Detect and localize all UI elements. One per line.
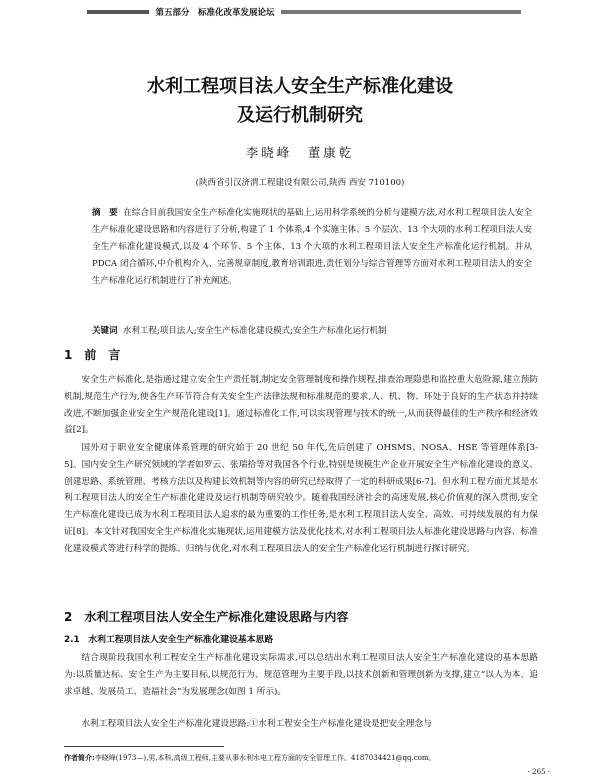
- section2-paragraph-1: 结合现阶段我国水利工程安全生产标准化建设实际需求,可以总结出水利工程项目法人安全生产标准化建设的基本思路为:以质量达标、安全生产为主要目标,以规范行为、规范管理为主要手段,以技术创新和管理创新为支撑,建立“以人为本、追求卓越、发展员工、造福社会”为发展理念(如图 1 所示)。: [64, 653, 538, 697]
- keywords-label: 关键词: [92, 326, 118, 336]
- abstract-text: 在综合目前我国安全生产标准化实施现状的基础上,运用科学系统的分析与建模方法,对水利工程项目法人安全生产标准化建设思路和内容进行了分析,构建了 1 个体系,4 个实施主体、5 个层次、13 个大项的水利工程项目法人安全生产标准化建设模式,以及 4 个环节、5 个主体、13 个大项的水利工程项目法人安全生产标准化运行机制。并从 PDCA 闭合循环,中介机构介入、完善规章制度,教育培训跟进,责任划分与综合管理等方面对水利工程项目法人的安全生产标准化运行机制进行了补充阐述。: [92, 208, 532, 286]
- section1-paragraph-2: 国外对于职业安全健康体系管理的研究始于 20 世纪 50 年代,先后创建了 OHSMS、NOSA、HSE 等管理体系[3-5]。国内安全生产研究领域的学者如罗云、张瑞拾等对我国各个行业,特别是规模生产企业开展安全生产标准化建设的意义、创建思路、系统管理、考核方法以及构建长效机制等内容的研究已经取得了一定的科研成果[6-7]。但水利工程方面尤其是水利工程项目法人的安全生产标准化建设及运行机制等研究较少。随着我国经济社会的高速发展,核心价值观的深入贯彻,安全生产标准化建设已成为水利工程项目法人追求的最为重要的工作任务,是水利工程项目法人安全、高效、可持续发展的有力保证[8]。本文针对我国安全生产标准化实施现状,运用建模方法及优化技术,对水利工程项目法人标准化建设思路与内容、标准化建设模式等进行科学的提炼、归纳与优化,对水利工程项目法人的安全生产标准化运行机制进行探讨研究。: [64, 443, 538, 554]
- footnote-label: 作者简介:: [64, 754, 95, 762]
- footnote: [64, 752, 538, 764]
- abstract-label: 摘 要: [92, 208, 118, 218]
- running-head-bar-left: [87, 10, 149, 14]
- running-head-text: 第五部分 标准化改革发展论坛: [155, 8, 275, 18]
- authors: 李晓峰 董康乾: [245, 145, 355, 160]
- running-head-bar-right: [281, 10, 521, 14]
- running-head: [64, 4, 544, 20]
- keywords: [92, 324, 532, 338]
- section1-heading: 1 前 言: [64, 348, 121, 362]
- keywords-text: 水利工程;项目法人;安全生产标准化建设模式;安全生产标准化运行机制: [122, 326, 387, 336]
- footnote-rule: [64, 746, 224, 747]
- paper-title-line1: 水利工程项目法人安全生产标准化建设: [147, 76, 453, 97]
- page-number: · 265 ·: [527, 768, 550, 776]
- paper-title: [0, 72, 600, 130]
- paper-title-line2: 及运行机制研究: [237, 105, 363, 126]
- section2-heading: 2 水利工程项目法人安全生产标准化建设思路与内容: [64, 610, 349, 624]
- affiliation: (陕西省引汉济渭工程建设有限公司,陕西 西安 710100): [195, 178, 405, 188]
- section2-paragraph-2: 水利工程项目法人安全生产标准化建设思路:①水利工程安全生产标准化建设是把安全理念与: [81, 719, 432, 729]
- section2-1-heading: 2.1 水利工程项目法人安全生产标准化建设基本思路: [64, 635, 274, 645]
- section1-paragraph-1: 安全生产标准化,是指通过建立安全生产责任制,制定安全管理制度和操作规程,排查治理隐患和监控重大危险源,建立预防机制,规范生产行为,使各生产环节符合有关安全生产法律法规和标准规范的要求,人、机、物、环处于良好的生产状态并持续改进,不断加强企业安全生产规范化建设[1]。通过标准化工作,可以实现管理与技术的统一,从而获得最佳的生产秩序和经济效益[2]。: [64, 375, 538, 436]
- footnote-text: 李晓峰(1973—),男,本科,高级工程师,主要从事水利水电工程方面的安全管理工作。4187034421@qq.com。: [94, 754, 436, 762]
- abstract: [92, 205, 532, 290]
